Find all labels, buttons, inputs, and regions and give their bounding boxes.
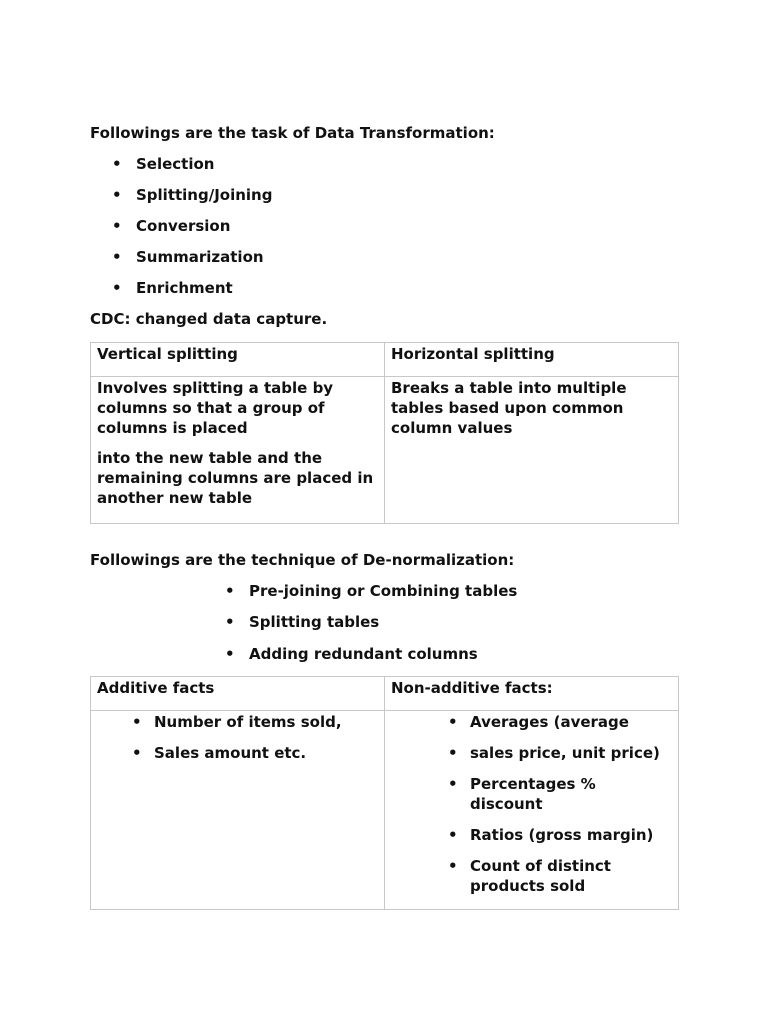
list-item: • Splitting tables — [225, 613, 380, 631]
horizontal-splitting-header: Horizontal splitting — [385, 343, 679, 377]
cdc-definition: CDC: changed data capture. — [90, 310, 328, 328]
list-item: • Selection — [112, 155, 215, 173]
table-header-row — [91, 677, 679, 711]
vertical-splitting-cell — [91, 377, 385, 524]
data-transformation-heading: Followings are the task of Data Transformation: — [90, 124, 495, 142]
list-item: • Enrichment — [112, 279, 233, 297]
bullet-icon: • — [448, 775, 458, 793]
list-item: • Summarization — [112, 248, 264, 266]
bullet-icon: • — [112, 186, 122, 204]
bullet-icon: • — [112, 279, 122, 297]
bullet-icon: • — [112, 248, 122, 266]
bullet-icon: • — [112, 217, 122, 235]
horizontal-splitting-text: Breaks a table into multiple tables based upon common column values — [391, 379, 627, 437]
list-item: • Ratios (gross margin) — [448, 826, 654, 844]
bullet-icon: • — [225, 645, 235, 663]
data-transformation-list — [112, 154, 273, 298]
list-item: • Conversion — [112, 217, 231, 235]
additive-facts-header: Additive facts — [91, 677, 385, 711]
bullet-icon: • — [448, 713, 458, 731]
list-item: • sales price, unit price) — [448, 744, 660, 762]
list-item: • Splitting/Joining — [112, 186, 273, 204]
table-row — [91, 377, 679, 524]
bullet-icon: • — [448, 826, 458, 844]
bullet-icon: • — [132, 713, 142, 731]
list-item: • Number of items sold, — [132, 713, 342, 731]
splitting-table — [90, 342, 679, 524]
list-item: • Averages (average — [448, 713, 629, 731]
bullet-icon: • — [112, 155, 122, 173]
table-row — [91, 711, 679, 910]
vertical-splitting-header: Vertical splitting — [91, 343, 385, 377]
denormalization-heading: Followings are the technique of De-normalization: — [90, 551, 515, 569]
vertical-splitting-text: into the new table and the remaining columns are placed in another new table — [97, 449, 374, 507]
bullet-icon: • — [132, 744, 142, 762]
bullet-icon: • — [225, 582, 235, 600]
list-item: • Pre-joining or Combining tables — [225, 582, 518, 600]
denormalization-list — [225, 581, 518, 664]
horizontal-splitting-cell — [385, 377, 679, 524]
list-item: • Adding redundant columns — [225, 645, 478, 663]
list-item: • Count of distinct products sold — [448, 857, 611, 895]
vertical-splitting-text: Involves splitting a table by columns so that a group of columns is placed — [97, 379, 334, 437]
bullet-icon: • — [448, 857, 458, 875]
additive-facts-cell — [91, 711, 385, 910]
non-additive-facts-header: Non-additive facts: — [385, 677, 679, 711]
bullet-icon: • — [225, 613, 235, 631]
list-item: • Percentages % discount — [448, 775, 596, 813]
additive-facts-list — [132, 712, 378, 763]
table-header-row — [91, 343, 679, 377]
non-additive-facts-list — [448, 712, 672, 896]
non-additive-facts-cell — [385, 711, 679, 910]
list-item: • Sales amount etc. — [132, 744, 307, 762]
facts-table — [90, 676, 679, 910]
bullet-icon: • — [448, 744, 458, 762]
